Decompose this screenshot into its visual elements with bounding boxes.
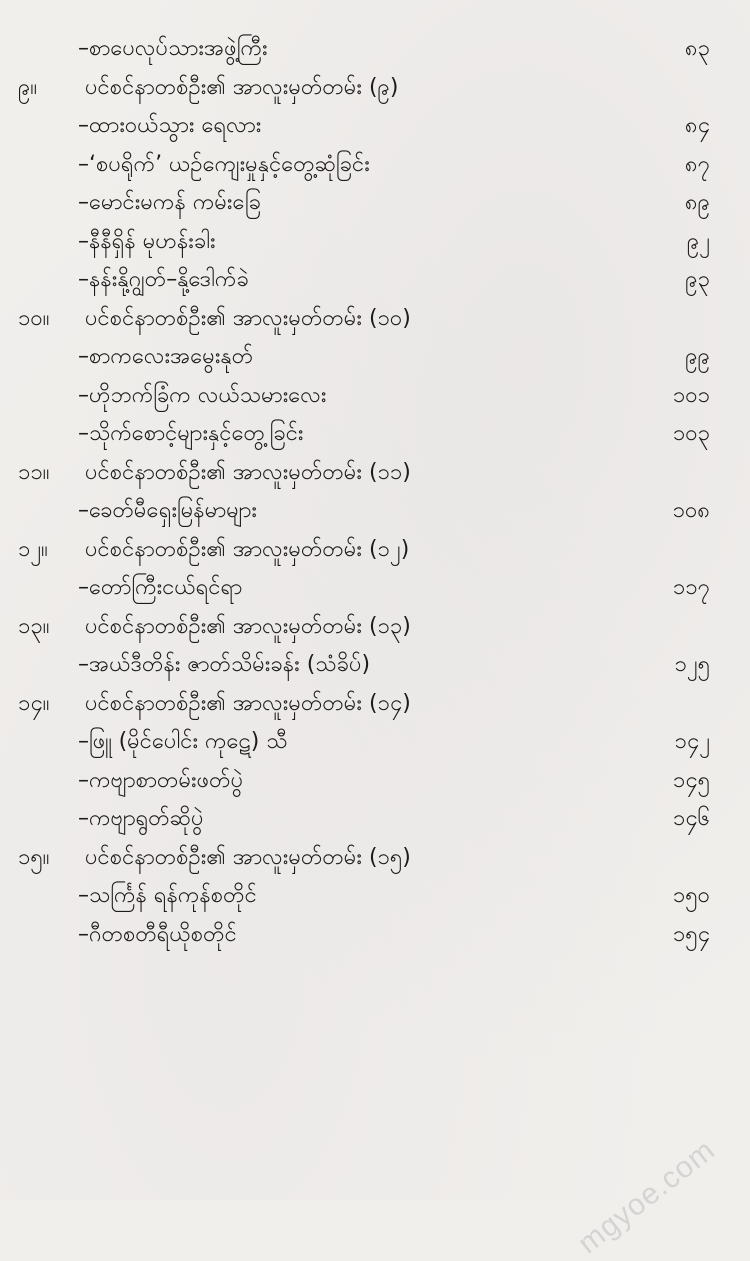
entry-title: –ဖြူ (မိုင်ပေါင်း ကုဋေ) သီ xyxy=(78,729,288,754)
page-number: ၁၅၄ xyxy=(672,921,710,947)
entry-title: –နန်းနို့ဂျွတ်–နို့ဒေါက်ခဲ xyxy=(78,267,249,292)
toc-entry xyxy=(0,377,750,416)
entry-title: –သင်္ကြန် ရန်ကုန်စတိုင် xyxy=(78,883,257,908)
entry-title: –‘စပရိုက်’ ယဉ်ကျေးမှုနှင့်တွေ့ဆုံခြင်း xyxy=(78,151,370,177)
page-number: ၁၄၂ xyxy=(674,729,710,754)
page-number: ၈၄ xyxy=(685,113,710,138)
page-number: ၁၄၆ xyxy=(672,806,710,831)
chapter-title: ပင်စင်နာတစ်ဦး၏ အာလူးမှတ်တမ်း (၁၅) xyxy=(85,844,411,870)
chapter-number: ၁၅။ xyxy=(18,844,50,870)
chapter-number: ၁၄။ xyxy=(18,690,50,716)
toc-entry xyxy=(0,916,750,955)
entry-title: –ဟိုဘက်ခြံက လယ်သမားလေး xyxy=(78,382,327,408)
page-number: ၉၉ xyxy=(685,344,710,369)
chapter-number: ၁၁။ xyxy=(18,459,50,485)
toc-chapter-heading xyxy=(0,839,750,878)
page-number: ၁၄၅ xyxy=(672,767,710,793)
entry-title: –ခေတ်မီရှေးမြန်မာများ xyxy=(78,498,257,523)
entry-title: –ထားဝယ်သွား ရေလား xyxy=(78,113,262,138)
entry-title: –စာကလေးအမွေးနုတ် xyxy=(78,344,254,369)
entry-title: –အယ်ဒီတိန်း ဇာတ်သိမ်းခန်း (သံခိပ်) xyxy=(78,652,371,677)
entry-title: –မောင်းမကန် ကမ်းခြေ xyxy=(78,190,261,215)
page-number: ၈၉ xyxy=(685,190,710,215)
page-number: ၁၁၇ xyxy=(672,575,710,600)
table-of-contents xyxy=(0,30,750,954)
toc-chapter-heading xyxy=(0,685,750,724)
toc-entry xyxy=(0,107,750,146)
toc-chapter-heading xyxy=(0,531,750,570)
toc-entry xyxy=(0,261,750,300)
page-number: ၁၀၃ xyxy=(672,421,710,446)
page-number: ၁၀၁ xyxy=(672,382,710,408)
toc-chapter-heading xyxy=(0,454,750,493)
page-number: ၈၇ xyxy=(685,151,710,177)
page-number: ၁၅၀ xyxy=(672,883,710,908)
entry-title: –သိုက်စောင့်များနှင့်တွေ့ခြင်း xyxy=(78,421,304,446)
page-number: ၉၃ xyxy=(685,267,710,292)
watermark: mgyoe.com xyxy=(571,1133,722,1261)
toc-chapter-heading xyxy=(0,69,750,108)
chapter-title: ပင်စင်နာတစ်ဦး၏ အာလူးမှတ်တမ်း (၁၄) xyxy=(85,690,411,716)
page-number: ၈၃ xyxy=(685,36,710,61)
entry-title: –ကဗျာရွတ်ဆိုပွဲ xyxy=(78,806,204,831)
toc-entry xyxy=(0,30,750,69)
entry-title: –တော်ကြီးငယ်ရင်ရာ xyxy=(78,575,243,600)
toc-entry xyxy=(0,146,750,185)
page-number: ၁၂၅ xyxy=(674,652,710,677)
toc-entry xyxy=(0,800,750,839)
toc-entry xyxy=(0,415,750,454)
entry-title: –ဂီတစတီရီယိုစတိုင် xyxy=(78,921,237,947)
chapter-title: ပင်စင်နာတစ်ဦး၏ အာလူးမှတ်တမ်း (၁၂) xyxy=(85,536,410,562)
chapter-title: ပင်စင်နာတစ်ဦး၏ အာလူးမှတ်တမ်း (၁၀) xyxy=(85,305,411,331)
toc-entry xyxy=(0,223,750,262)
chapter-number: ၁၃။ xyxy=(18,613,50,639)
chapter-title: ပင်စင်နာတစ်ဦး၏ အာလူးမှတ်တမ်း (၁၁) xyxy=(85,459,411,485)
toc-entry xyxy=(0,877,750,916)
entry-title: –နီနီရှိန် မုဟန်းခါး xyxy=(78,228,216,254)
toc-entry xyxy=(0,646,750,685)
chapter-title: ပင်စင်နာတစ်ဦး၏ အာလူးမှတ်တမ်း (၉) xyxy=(85,74,399,100)
page-number: ၉၂ xyxy=(686,228,710,254)
chapter-number: ၉။ xyxy=(18,74,38,100)
toc-chapter-heading xyxy=(0,300,750,339)
chapter-title: ပင်စင်နာတစ်ဦး၏ အာလူးမှတ်တမ်း (၁၃) xyxy=(85,613,411,639)
chapter-number: ၁၀။ xyxy=(18,305,50,331)
toc-entry xyxy=(0,762,750,801)
chapter-number: ၁၂။ xyxy=(18,536,48,562)
toc-entry xyxy=(0,492,750,531)
toc-entry xyxy=(0,338,750,377)
page-number: ၁၀၈ xyxy=(672,498,710,523)
entry-title: –စာပေလုပ်သားအဖွဲ့ကြီး xyxy=(78,36,268,61)
toc-chapter-heading xyxy=(0,608,750,647)
entry-title: –ကဗျာစာတမ်းဖတ်ပွဲ xyxy=(78,767,244,793)
toc-entry xyxy=(0,723,750,762)
toc-entry xyxy=(0,184,750,223)
toc-entry xyxy=(0,569,750,608)
